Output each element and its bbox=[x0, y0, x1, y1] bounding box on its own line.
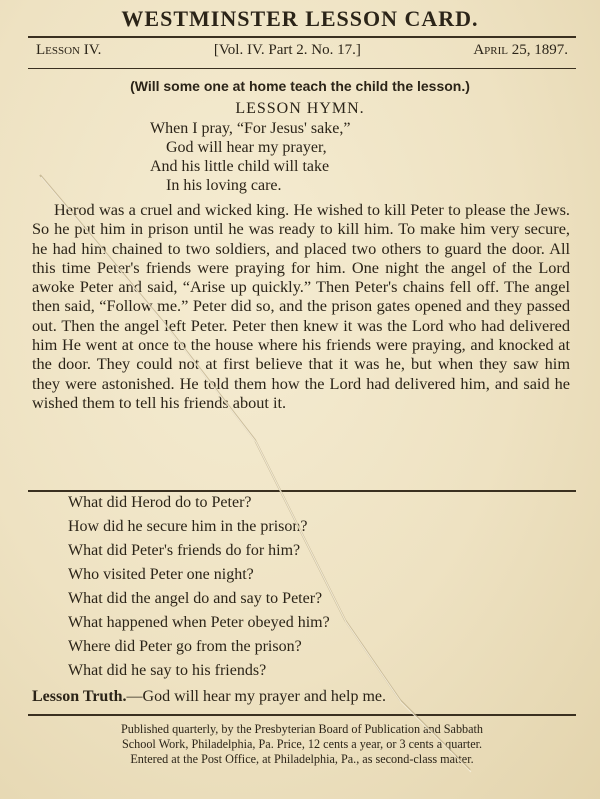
footer-divider bbox=[28, 714, 576, 716]
publisher-footer bbox=[34, 722, 570, 767]
hymn bbox=[0, 120, 600, 196]
lesson-number: Lesson IV. bbox=[36, 42, 102, 58]
question: How did he secure him in the prison? bbox=[68, 518, 308, 535]
question-list bbox=[68, 494, 330, 686]
meta-divider bbox=[28, 68, 576, 69]
question: What did he say to his friends? bbox=[68, 662, 267, 679]
title-divider bbox=[28, 36, 576, 38]
story-divider bbox=[28, 490, 576, 492]
lesson-truth-label: Lesson Truth. bbox=[32, 688, 127, 705]
lesson-truth-text: —God will hear my prayer and help me. bbox=[126, 688, 387, 705]
card-meta bbox=[36, 42, 568, 59]
question: What did the angel do and say to Peter? bbox=[68, 590, 323, 607]
card-title: WESTMINSTER LESSON CARD. bbox=[121, 6, 479, 31]
question: Who visited Peter one night? bbox=[68, 566, 254, 583]
footer-line: Published quarterly, by the Presbyterian Board of Publication and Sabbath bbox=[120, 722, 484, 736]
subtitle: (Will some one at home teach the child the lesson.) bbox=[130, 78, 470, 94]
hymn-line: God will hear my prayer, bbox=[166, 139, 327, 156]
question: What did Herod do to Peter? bbox=[68, 494, 252, 511]
hymn-title: LESSON HYMN. bbox=[235, 100, 365, 117]
lesson-story: Herod was a cruel and wicked king. He wished to kill Peter to please the Jews. So he put him in prison until he was ready to kill him. To make him very secure, he had him chained to two soldiers, and placed two others to guard the door. All this time Peter's friends were praying for him. One night the angel of the Lord awoke Peter and said, “Arise up quickly.” Then Peter's chains fell off. The angel then said, “Follow me.” Peter did so, and the prison gates opened and they passed out. Then the angel left Peter. Peter then knew it was the Lord who had delivered him He went at once to the house where his friends were praying, and knocked at the door. They could not at first believe that it was he, but when they saw him they were astonished. He told them how the Lord had delivered him, and said he wished them to tell his friends about it. bbox=[32, 200, 570, 412]
question: Where did Peter go from the prison? bbox=[68, 638, 302, 655]
hymn-line: When I pray, “For Jesus' sake,” bbox=[150, 120, 351, 137]
hymn-line: In his loving care. bbox=[166, 177, 282, 194]
footer-line: Entered at the Post Office, at Philadelphia, Pa., as second-class matter. bbox=[130, 752, 474, 766]
footer-line: School Work, Philadelphia, Pa. Price, 12 cents a year, or 3 cents a quarter. bbox=[121, 737, 483, 751]
question: What did Peter's friends do for him? bbox=[68, 542, 301, 559]
question: What happened when Peter obeyed him? bbox=[68, 614, 330, 631]
volume-info: [Vol. IV. Part 2. No. 17.] bbox=[213, 42, 361, 58]
lesson-date: April 25, 1897. bbox=[473, 42, 568, 58]
lesson-truth bbox=[32, 688, 386, 706]
hymn-line: And his little child will take bbox=[150, 158, 330, 175]
